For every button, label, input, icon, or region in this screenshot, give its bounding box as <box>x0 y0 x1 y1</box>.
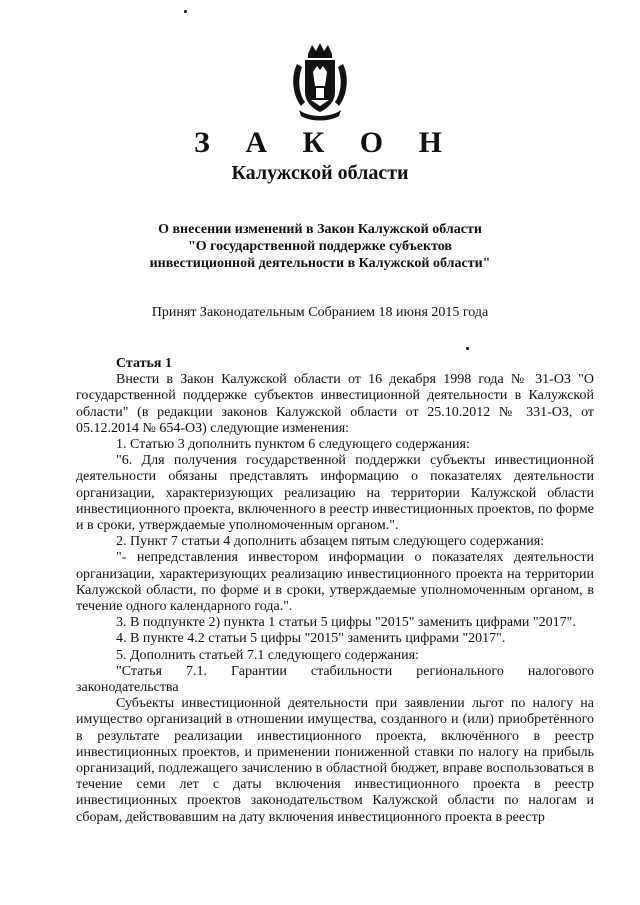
subject-line: инвестиционной деятельности в Калужской области" <box>149 256 491 271</box>
law-region: Калужской области <box>231 162 409 184</box>
paragraph: Субъекты инвестиционной деятельности при заявлении льгот по налогу на имущество организаций в отношении имущества, созданного и (или) приобретённого в результате реализации инвестиционного проекта, включённого в реестр инвестиционных проектов, и применении пониженной ставки по налогу на прибыль организаций, подлежащего зачислению в областной бюджет, вправе воспользоваться в течение семи лет с даты включения инвестиционного проекта в реестр инвестиционных проектов законодательством Калужской области по налогам и сборам, действовавшим на дату включения инвестиционного проекта в реестр <box>76 696 594 825</box>
law-body <box>76 356 594 826</box>
paragraph: "Статья 7.1. Гарантии стабильности регионального налогового законодательства <box>76 663 594 696</box>
paragraph: 3. В подпункте 2) пункта 1 статьи 5 цифры "2015" заменить цифрами "2017". <box>116 615 576 631</box>
paragraph: "6. Для получения государственной поддержки субъекты инвестиционной деятельности обязаны представлять информацию о показателях деятельности организации, характеризующих реализацию на территории Калужской области инвестиционного проекта, включенного в реестр инвестиционных проектов, по форме и в сроки, утверждаемые уполномоченным органом.". <box>76 453 594 534</box>
subject-line: "О государственной поддержке субъектов <box>187 239 452 254</box>
paragraph: 1. Статью 3 дополнить пунктом 6 следующего содержания: <box>116 437 470 453</box>
paragraph: 2. Пункт 7 статьи 4 дополнить абзацем пятым следующего содержания: <box>116 534 545 550</box>
subject-line: О внесении изменений в Закон Калужской области <box>158 222 482 237</box>
scan-speck <box>184 10 187 13</box>
scan-speck <box>466 347 469 350</box>
paragraph: 5. Дополнить статьей 7.1 следующего содержания: <box>116 647 419 663</box>
paragraph: 4. В пункте 4.2 статьи 5 цифры "2015" заменить цифрами "2017". <box>116 631 506 647</box>
law-subject <box>0 221 640 272</box>
adoption-note: Принят Законодательным Собранием 18 июня 2015 года <box>151 305 489 320</box>
paragraph: "- непредставления инвестором информации о показателях деятельности организации, характеризующих реализацию инвестиционного проекта на территории Калужской области, по форме и в сроки, утверждаемые уполномоченным органом, в течение одного календарного года.". <box>76 550 594 615</box>
coat-of-arms-icon <box>289 42 351 122</box>
paragraph: Внести в Закон Калужской области от 16 декабря 1998 года № 31-ОЗ "О государственной поддержке субъектов инвестиционной деятельности в Калужской области" (в редакции законов Калужской области от 25.10.2012 № 331-ОЗ, от 05.12.2014 № 654-ОЗ) следующие изменения: <box>76 372 594 436</box>
law-title: З А К О Н <box>194 126 456 159</box>
article-heading: Статья 1 <box>116 356 172 371</box>
